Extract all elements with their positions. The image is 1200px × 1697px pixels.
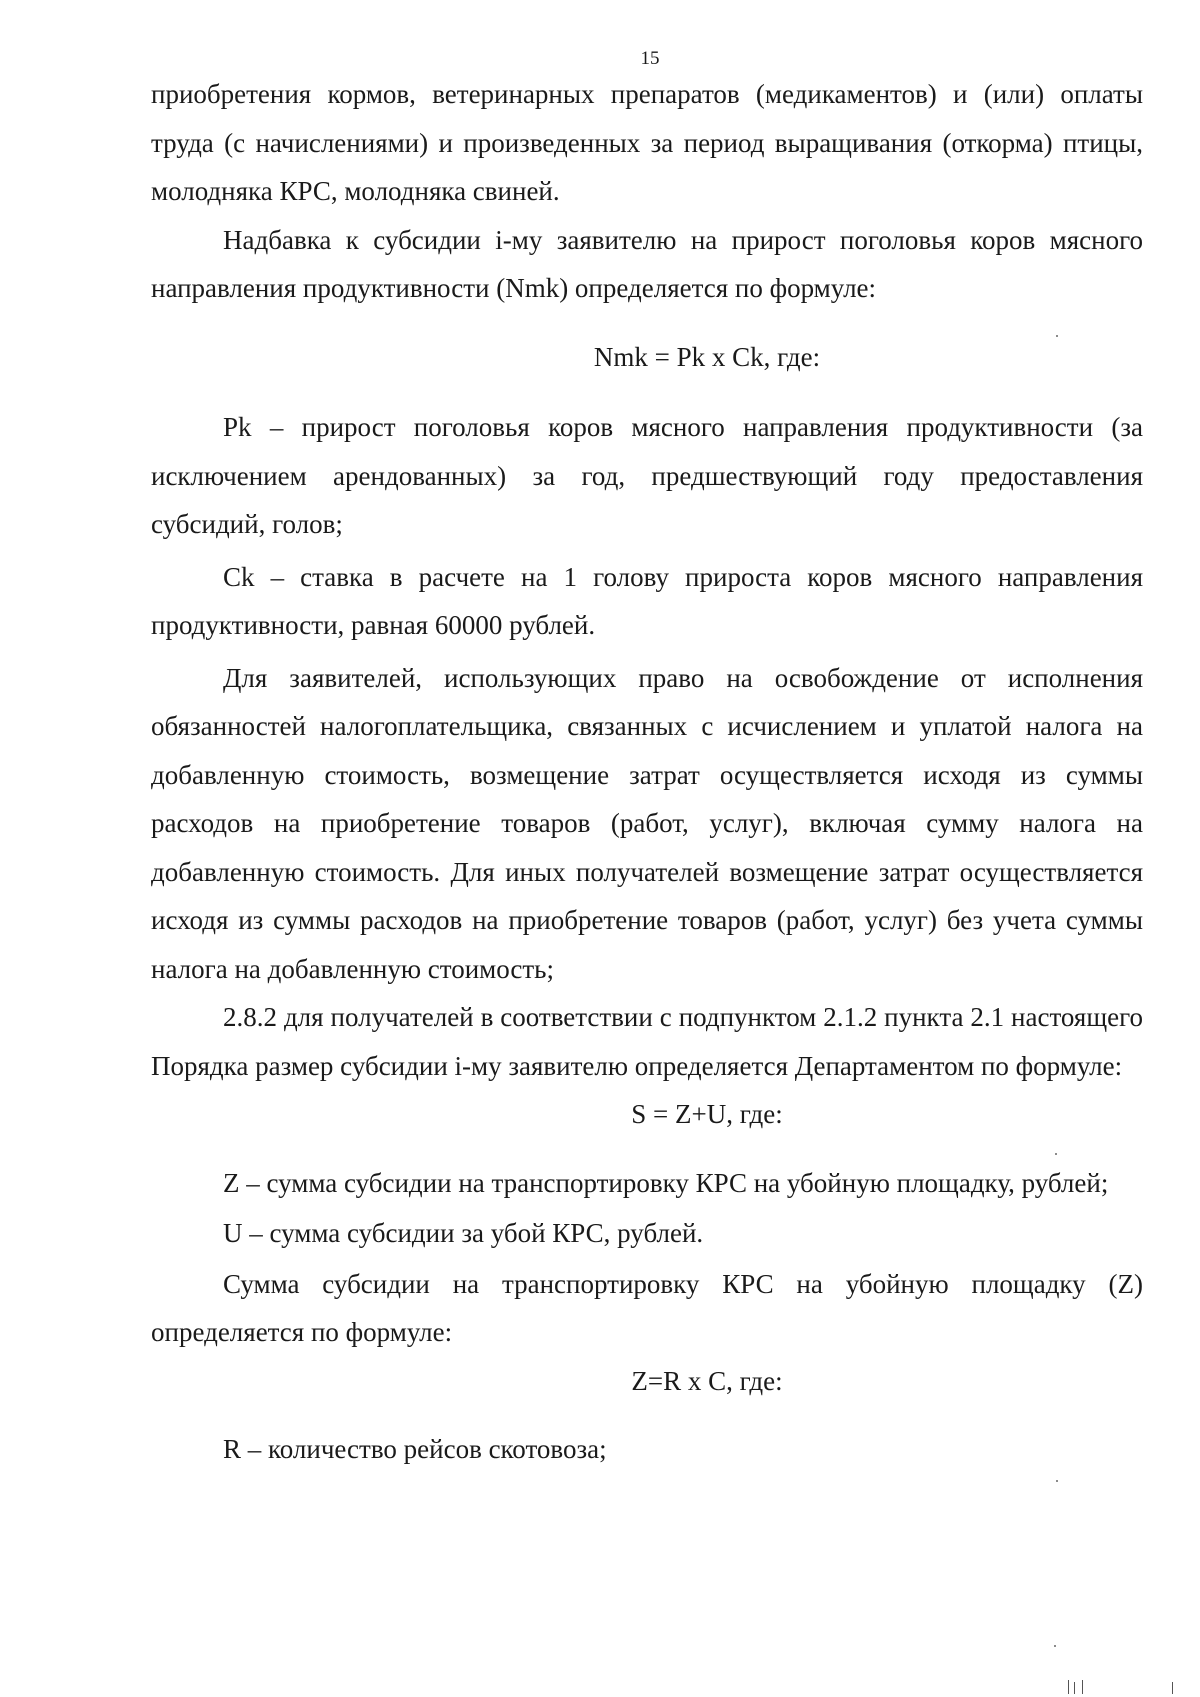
paragraph-r-definition: R – количество рейсов скотовоза; (223, 1434, 607, 1464)
scan-speck (1056, 1480, 1058, 1482)
paragraph-u-definition: U – сумма субсидии за убой КРС, рублей. (223, 1218, 704, 1248)
formula-z: Z=R x C, где: (631, 1365, 783, 1396)
paragraph-nmk-intro: Надбавка к субсидии i-му заявителю на прирост поголовья коров мясного направления продуктивности (Nmk) определяется по формуле: (151, 224, 1143, 303)
scan-speck (1055, 1153, 1057, 1155)
scan-speck (1056, 335, 1058, 337)
paragraph-z-intro: Сумма субсидии на транспортировку КРС на убойную площадку (Z) определяется по формуле: (151, 1268, 1143, 1347)
page-number: 15 (640, 48, 660, 69)
scan-speck (1054, 1645, 1056, 1647)
formula-s: S = Z+U, где: (631, 1099, 783, 1129)
scan-edge-mark (1068, 1680, 1069, 1694)
scan-edge-mark (1082, 1680, 1083, 1694)
paragraph-2-8-2: 2.8.2 для получателей в соответствии с подпунктом 2.1.2 пункта 2.1 настоящего Порядка размер субсидии i-му заявителю определяется Департаментом по формуле: (151, 1002, 1143, 1081)
scan-edge-mark (1172, 1682, 1173, 1694)
paragraph-feed-costs: приобретения кормов, ветеринарных препаратов (медикаментов) и (или) оплаты труда (с начислениями) и произведенных за период выращивания (откорма) птицы, молодняка КРС, молодняка свиней. (151, 79, 1143, 206)
document-body (151, 70, 1143, 1474)
paragraph-vat: Для заявителей, использующих право на освобождение от исполнения обязанностей налогоплательщика, связанных с исчислением и уплатой налога на добавленную стоимость, возмещение затрат осуществляется исходя из суммы расходов на приобретение товаров (работ, услуг), включая сумму налога на добавленную стоимость. Для иных получателей возмещение затрат осуществляется исходя из суммы расходов на приобретение товаров (работ, услуг) без учета суммы налога на добавленную стоимость; (151, 662, 1143, 984)
paragraph-ck-definition: Ck – ставка в расчете на 1 голову прироста коров мясного направления продуктивности, равная 60000 рублей. (151, 561, 1143, 640)
paragraph-pk-definition: Pk – прирост поголовья коров мясного направления продуктивности (за исключением арендованных) за год, предшествующий году предоставления субсидий, голов; (151, 412, 1143, 539)
formula-nmk: Nmk = Pk x Ck, где: (593, 341, 821, 372)
scan-edge-mark (1074, 1682, 1075, 1694)
paragraph-z-definition: Z – сумма субсидии на транспортировку КРС на убойную площадку, рублей; (223, 1167, 1109, 1198)
